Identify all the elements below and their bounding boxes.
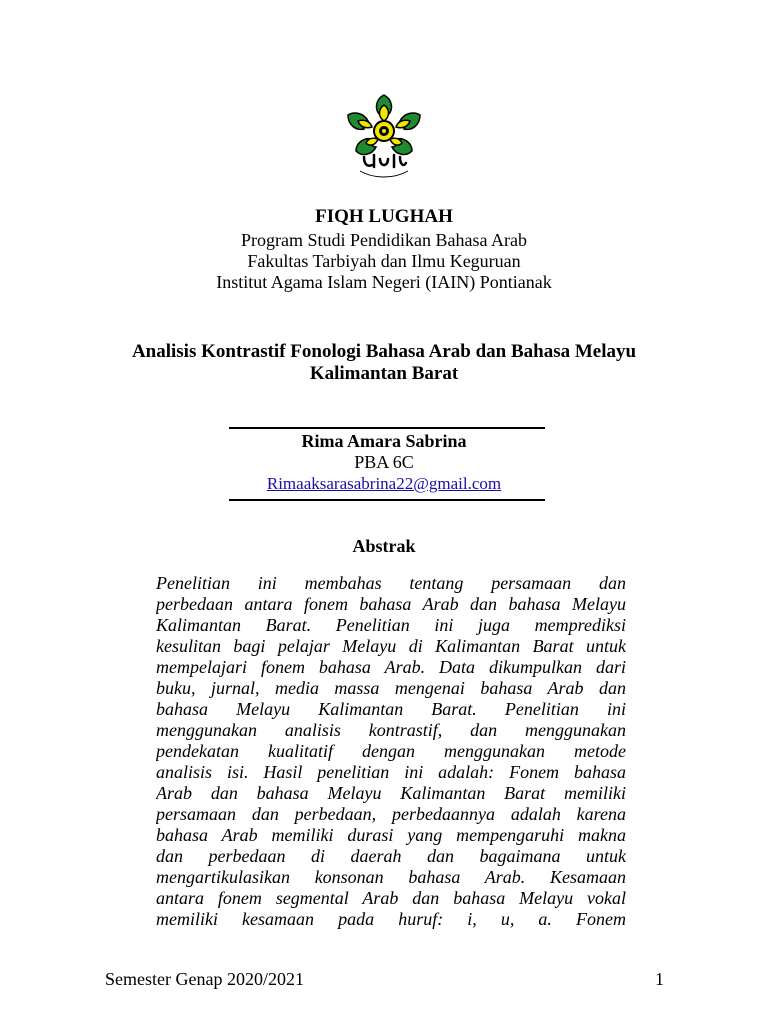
abstract-line: kesulitan bagi pelajar Melayu di Kalimantan Barat untuk: [156, 636, 626, 656]
author-class: PBA 6C: [354, 452, 414, 472]
footer-semester: Semester Genap 2020/2021: [105, 969, 304, 989]
abstract-line: persamaan dan perbedaan, perbedaannya adalah karena: [156, 804, 626, 824]
abstract-line: menggunakan analisis kontrastif, dan menggunakan: [156, 720, 626, 740]
author-bottom-divider: [229, 499, 545, 501]
abstract-line: antara fonem segmental Arab dan bahasa Melayu vokal: [156, 888, 626, 908]
abstract-line: Penelitian ini membahas tentang persamaan dan: [156, 573, 626, 593]
abstract-line: Kalimantan Barat. Penelitian ini juga memprediksi: [156, 615, 626, 635]
abstract-line: analisis isi. Hasil penelitian ini adalah: Fonem bahasa: [156, 762, 626, 782]
abstract-line: dan perbedaan di daerah dan bagaimana untuk: [156, 846, 626, 866]
abstract-line: bahasa Melayu Kalimantan Barat. Penelitian ini: [156, 699, 626, 719]
program-name: Program Studi Pendidikan Bahasa Arab: [241, 230, 527, 250]
paper-title-line-1: Analisis Kontrastif Fonologi Bahasa Arab dan Bahasa Melayu: [131, 341, 637, 362]
abstract-line: mempelajari fonem bahasa Arab. Data dikumpulkan dari: [156, 657, 626, 677]
abstract-line: mengartikulasikan konsonan bahasa Arab. Kesamaan: [156, 867, 626, 887]
faculty-name: Fakultas Tarbiyah dan Ilmu Keguruan: [247, 251, 521, 271]
abstract-line: Arab dan bahasa Melayu Kalimantan Barat memiliki: [156, 783, 626, 803]
abstract-body: [156, 573, 626, 930]
abstract-line: memiliki kesamaan pada huruf: i, u, a. Fonem: [156, 909, 626, 929]
abstract-heading: Abstrak: [352, 536, 416, 556]
institute-name: Institut Agama Islam Negeri (IAIN) Pontianak: [216, 272, 552, 292]
author-email-link[interactable]: Rimaaksarasabrina22@gmail.com: [266, 474, 502, 493]
page-number: 1: [655, 969, 664, 989]
author-top-divider: [229, 427, 545, 429]
iain-pontianak-logo-icon: [344, 93, 424, 181]
abstract-line: buku, jurnal, media massa mengenai bahasa Arab dan: [156, 678, 626, 698]
abstract-line: bahasa Arab memiliki durasi yang mempengaruhi makna: [156, 825, 626, 845]
paper-title: [84, 341, 684, 385]
paper-title-line-2: Kalimantan Barat: [309, 363, 459, 384]
author-name: Rima Amara Sabrina: [301, 431, 467, 451]
abstract-line: pendekatan kualitatif dengan menggunakan metode: [156, 741, 626, 761]
abstract-line: perbedaan antara fonem bahasa Arab dan bahasa Melayu: [156, 594, 626, 614]
course-title: FIQH LUGHAH: [315, 206, 453, 227]
